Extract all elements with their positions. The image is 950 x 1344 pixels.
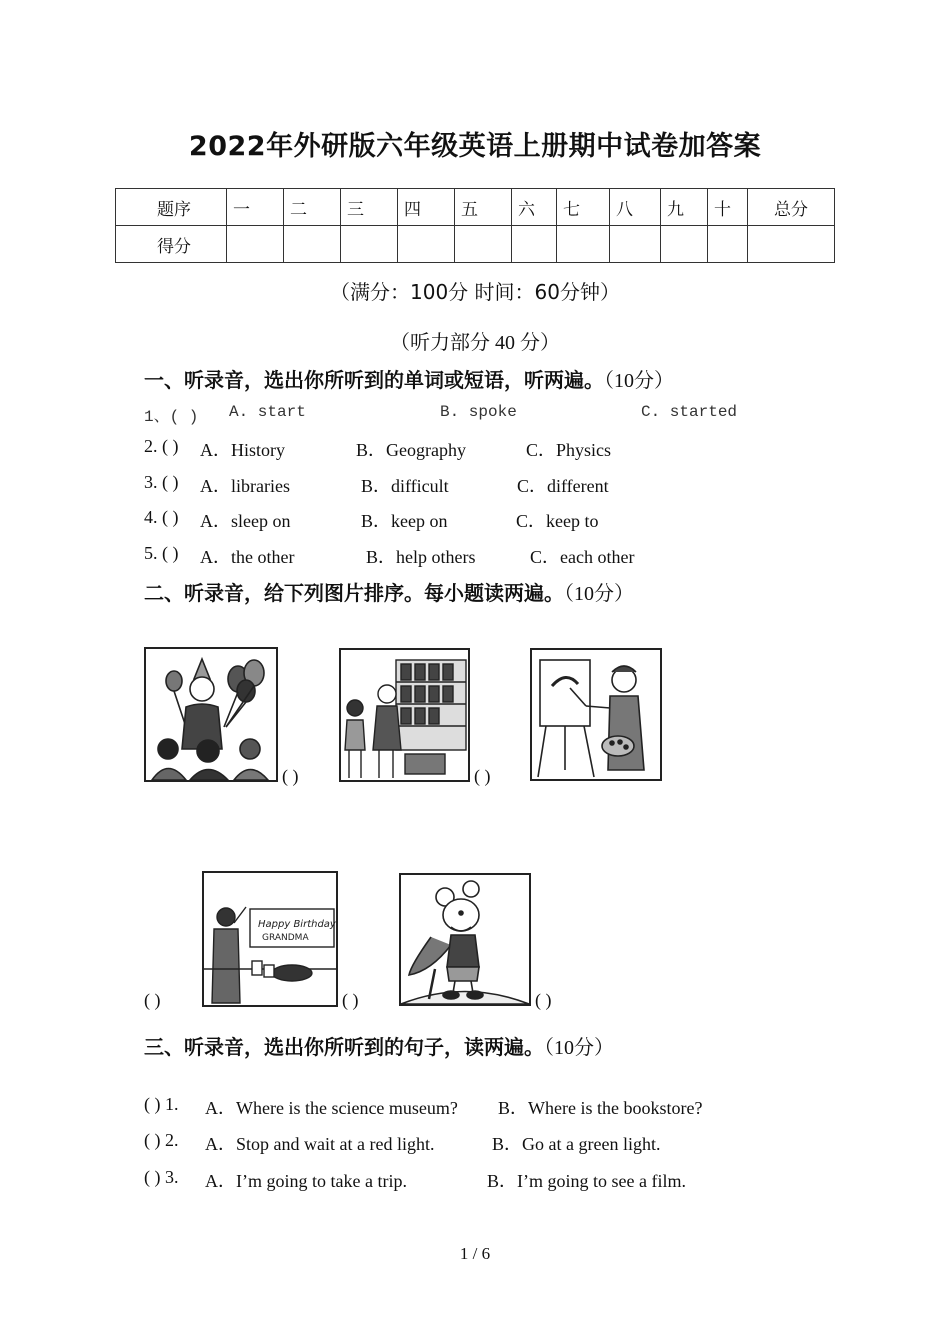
- score-cell: 七: [557, 189, 610, 226]
- option-a: A．Where is the science museum?: [205, 1098, 458, 1118]
- score-table-header-row: [116, 189, 835, 226]
- score-cell: 总分: [748, 189, 835, 226]
- score-empty-cell[interactable]: [512, 226, 557, 263]
- score-cell: 八: [610, 189, 661, 226]
- option-a: A. start: [229, 403, 306, 421]
- picture-party-balloons: [144, 647, 278, 782]
- hero-illustration: [401, 875, 529, 1004]
- option-a: A．sleep on: [200, 511, 291, 531]
- page-number: 1 / 6: [459, 1244, 491, 1263]
- score-empty-cell[interactable]: [398, 226, 455, 263]
- option-a: A．Stop and wait at a red light.: [205, 1134, 435, 1154]
- question-number[interactable]: 2. ( ): [144, 436, 179, 456]
- picture-painter: [530, 648, 662, 781]
- listening-header: （听力部分 40 分）: [390, 332, 560, 354]
- question-prefix[interactable]: ( ) 3.: [144, 1167, 179, 1187]
- picture-cartoon-hero: [399, 873, 531, 1006]
- score-empty-cell[interactable]: [227, 226, 284, 263]
- option-a: A．libraries: [200, 476, 290, 496]
- banner-text-2: GRANDMA: [262, 933, 309, 943]
- score-empty-cell[interactable]: [341, 226, 398, 263]
- shelves-illustration: [341, 650, 468, 780]
- score-table: [115, 188, 835, 263]
- party-illustration: [146, 649, 276, 780]
- option-c: C．different: [517, 476, 609, 496]
- section1-heading: [144, 364, 674, 393]
- score-empty-cell[interactable]: [455, 226, 512, 263]
- score-cell: 一: [227, 189, 284, 226]
- section2-heading: [144, 577, 634, 606]
- option-b: B．Go at a green light.: [492, 1134, 661, 1154]
- score-cell: 五: [455, 189, 512, 226]
- score-cell: 四: [398, 189, 455, 226]
- painter-illustration: [532, 650, 660, 779]
- score-cell: 三: [341, 189, 398, 226]
- option-c: C．keep to: [516, 511, 599, 531]
- score-empty-cell[interactable]: [610, 226, 661, 263]
- option-b: B．keep on: [361, 511, 448, 531]
- option-c: C．Physics: [526, 440, 612, 460]
- score-empty-cell[interactable]: [748, 226, 835, 263]
- page-title: 2022年外研版六年级英语上册期中试卷加答案: [188, 131, 762, 162]
- birthday-illustration: [204, 873, 336, 1005]
- section1-points: （10分）: [604, 370, 674, 392]
- score-cell: 六: [512, 189, 557, 226]
- question-prefix[interactable]: ( ) 1.: [144, 1094, 179, 1114]
- picture-birthday: [202, 871, 338, 1007]
- banner-text-1: Happy Birthday: [258, 919, 336, 930]
- option-b: B．Geography: [356, 440, 466, 460]
- option-b: B．I’m going to see a film.: [487, 1171, 686, 1191]
- section3-heading: [144, 1031, 614, 1060]
- score-table-score-row: [116, 226, 835, 263]
- option-b: B．difficult: [361, 476, 449, 496]
- option-b: B. spoke: [440, 403, 517, 421]
- section3-points: （10分）: [544, 1037, 614, 1059]
- section1-heading-text: 一、听录音，选出你所听到的单词或短语，听两遍。: [144, 368, 604, 392]
- answer-paren[interactable]: ( ): [535, 990, 552, 1010]
- question-prefix[interactable]: ( ) 2.: [144, 1130, 179, 1150]
- section2-heading-text: 二、听录音，给下列图片排序。每小题读两遍。: [144, 581, 564, 605]
- picture-shelves: [339, 648, 470, 782]
- score-cell: 二: [284, 189, 341, 226]
- answer-paren[interactable]: ( ): [282, 766, 299, 786]
- score-empty-cell[interactable]: [284, 226, 341, 263]
- option-a: A．I’m going to take a trip.: [205, 1171, 407, 1191]
- option-c: C．each other: [530, 547, 635, 567]
- answer-paren[interactable]: ( ): [144, 990, 161, 1010]
- score-cell: 得分: [116, 226, 227, 263]
- answer-paren[interactable]: ( ): [474, 766, 491, 786]
- question-number[interactable]: 5. ( ): [144, 543, 179, 563]
- score-empty-cell[interactable]: [708, 226, 748, 263]
- option-b: B．Where is the bookstore?: [498, 1098, 703, 1118]
- question-number[interactable]: 3. ( ): [144, 472, 179, 492]
- question-number[interactable]: 4. ( ): [144, 507, 179, 527]
- score-empty-cell[interactable]: [557, 226, 610, 263]
- question-number[interactable]: 1、( ): [144, 408, 199, 426]
- option-b: B．help others: [366, 547, 476, 567]
- score-cell: 十: [708, 189, 748, 226]
- answer-paren[interactable]: ( ): [342, 990, 359, 1010]
- score-cell: 题序: [116, 189, 227, 226]
- option-a: A．History: [200, 440, 285, 460]
- option-a: A．the other: [200, 547, 295, 567]
- section3-heading-text: 三、听录音，选出你所听到的句子，读两遍。: [144, 1035, 544, 1059]
- section2-points: （10分）: [564, 583, 634, 605]
- option-c: C. started: [641, 403, 738, 421]
- score-empty-cell[interactable]: [661, 226, 708, 263]
- exam-meta: （满分：100分 时间：60分钟）: [330, 280, 620, 304]
- score-cell: 九: [661, 189, 708, 226]
